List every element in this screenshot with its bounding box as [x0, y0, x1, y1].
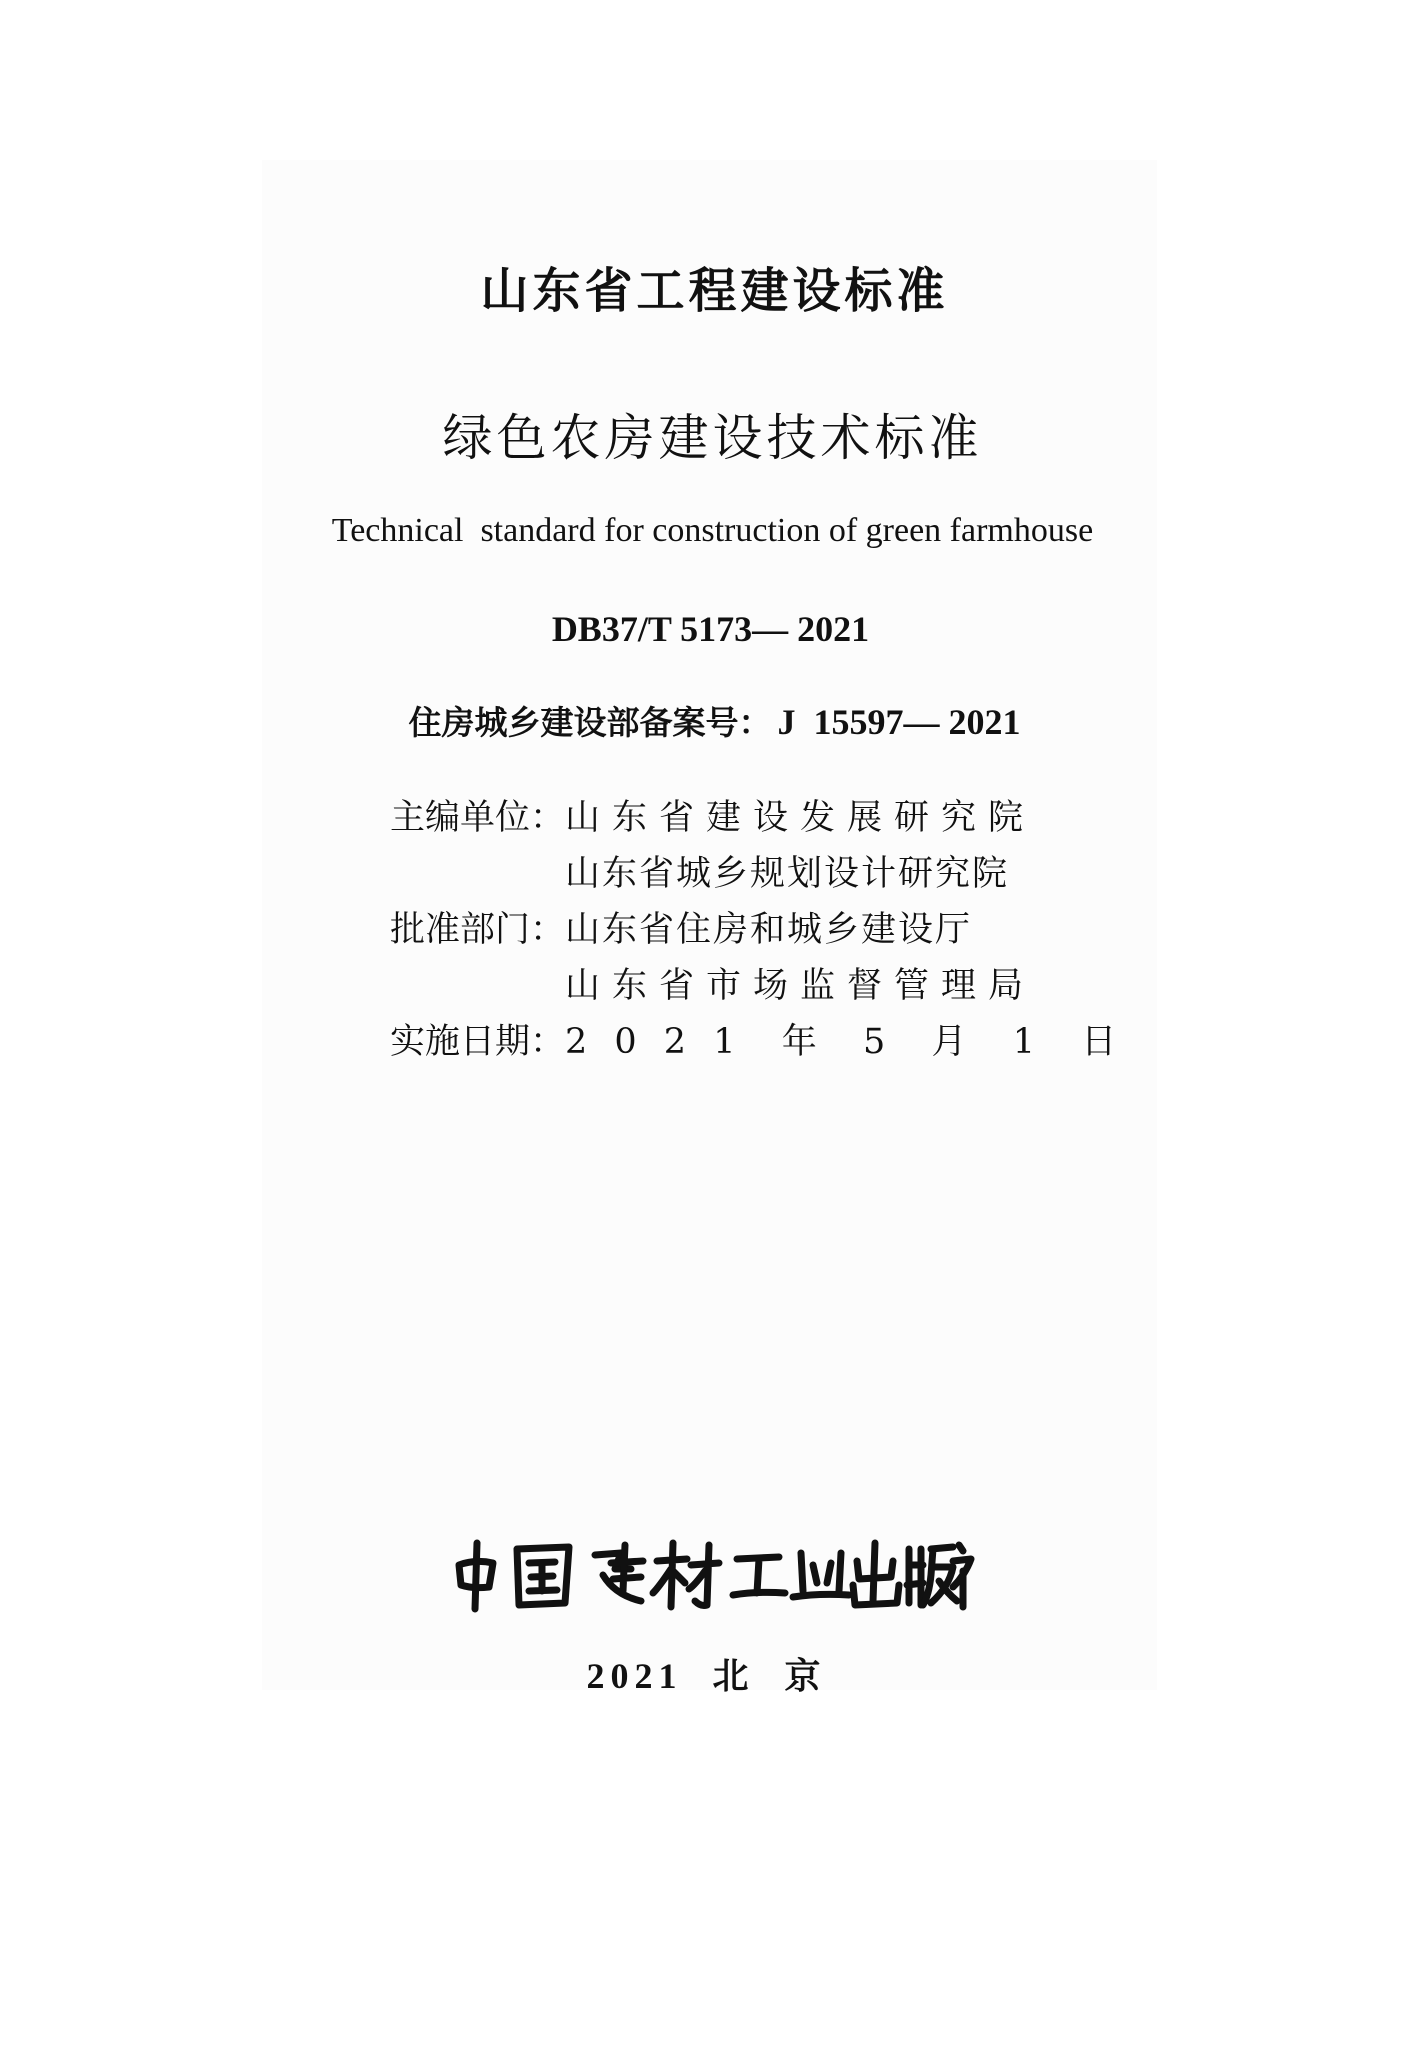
info-table	[390, 790, 1125, 1070]
editor-unit-1: 山东省建设发展研究院	[565, 798, 1036, 838]
standard-code: DB37/T 5173— 2021	[551, 609, 870, 649]
editor-unit-2: 山东省城乡规划设计研究院	[565, 854, 1010, 894]
publication-place-year: 2021 北 京	[586, 1656, 827, 1696]
date-row	[390, 1014, 1125, 1070]
editor-label: 主编单位：	[390, 798, 566, 838]
record-number-line	[8, 697, 1413, 744]
approver-label: 批准部门：	[390, 910, 566, 950]
date-label: 实施日期：	[390, 1022, 566, 1062]
standard-category-heading: 山东省工程建设标准	[480, 263, 949, 319]
approver-dept-2: 山东省市场监督管理局	[565, 966, 1036, 1006]
record-number-value: J 15597— 2021	[777, 702, 1021, 742]
record-number-label: 住房城乡建设部备案号：	[408, 703, 772, 742]
editor-values	[565, 790, 1035, 902]
effective-date: 2 0 2 1 年 5 月 1 日	[565, 1022, 1125, 1062]
editor-row	[390, 790, 1036, 902]
date-values	[565, 1014, 1124, 1070]
approver-values	[565, 902, 1035, 1014]
approver-row	[390, 902, 1036, 1014]
document-title-chinese: 绿色农房建设技术标准	[442, 409, 983, 467]
document-title-english: Technical standard for construction of green farmhouse	[331, 512, 1094, 549]
approver-dept-1: 山东省住房和城乡建设厅	[565, 910, 973, 950]
publisher-calligraphy-logo	[445, 1535, 975, 1615]
